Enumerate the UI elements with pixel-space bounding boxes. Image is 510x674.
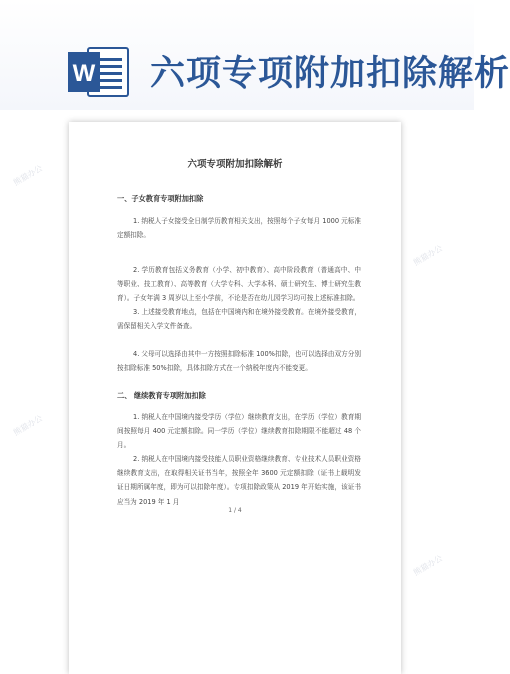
section-heading-1: 一、子女教育专项附加扣除 [117, 194, 204, 203]
watermark-text: 熊猫办公 [11, 163, 45, 188]
word-icon [66, 44, 130, 100]
paragraph-1-4: 4. 父母可以选择由其中一方按照扣除标准 100%扣除，也可以选择由双方分别按扣除标准 50%扣除，具体扣除方式在一个纳税年度内不能变更。 [117, 350, 361, 373]
paragraph-1-3: 3. 上述接受教育地点，包括在中国境内和在境外接受教育。在境外接受教育，需保留相关入学文件备查。 [117, 308, 361, 331]
paragraph-1-2: 2. 学历教育包括义务教育（小学、初中教育）、高中阶段教育（普通高中、中等职业、技工教育）、高等教育（大学专科、大学本科、硕士研究生、博士研究生教育）。子女年满 3 周岁以上至小学前，不论是否在幼儿园学习均可按上述标准扣除。 [117, 266, 361, 303]
paragraph-2-2: 2. 纳税人在中国境内接受技能人员职业资格继续教育、专业技术人员职业资格继续教育支出，在取得相关证书当年，按照全年 3600 元定额扣除（证书上载明发证日期所属年度，即为可以扣除年度）。专项扣除政策从 2019 年开始实施，该证书应当为 2019 年 1 月 [117, 455, 361, 506]
section-heading-2: 二、 继续教育专项附加扣除 [117, 391, 206, 400]
watermark-text: 熊猫办公 [411, 243, 445, 268]
header-banner [0, 0, 510, 110]
paragraph-2-1: 1. 纳税人在中国境内接受学历（学位）继续教育支出，在学历（学位）教育期间按照每月 400 元定额扣除。同一学历（学位）继续教育扣除期限不能超过 48 个月。 [117, 413, 361, 450]
page-number: 1 / 4 [228, 507, 242, 514]
banner-title: 六项专项附加扣除解析 [150, 54, 510, 94]
svg-text:W: W [72, 60, 96, 87]
document-title: 六项专项附加扣除解析 [187, 159, 283, 170]
watermark-text: 熊猫办公 [411, 553, 445, 578]
watermark-text: 熊猫办公 [11, 413, 45, 438]
document-page [69, 122, 401, 674]
paragraph-1-1: 1. 纳税人子女接受全日制学历教育相关支出，按照每个子女每月 1000 元标准定额扣除。 [117, 217, 361, 240]
